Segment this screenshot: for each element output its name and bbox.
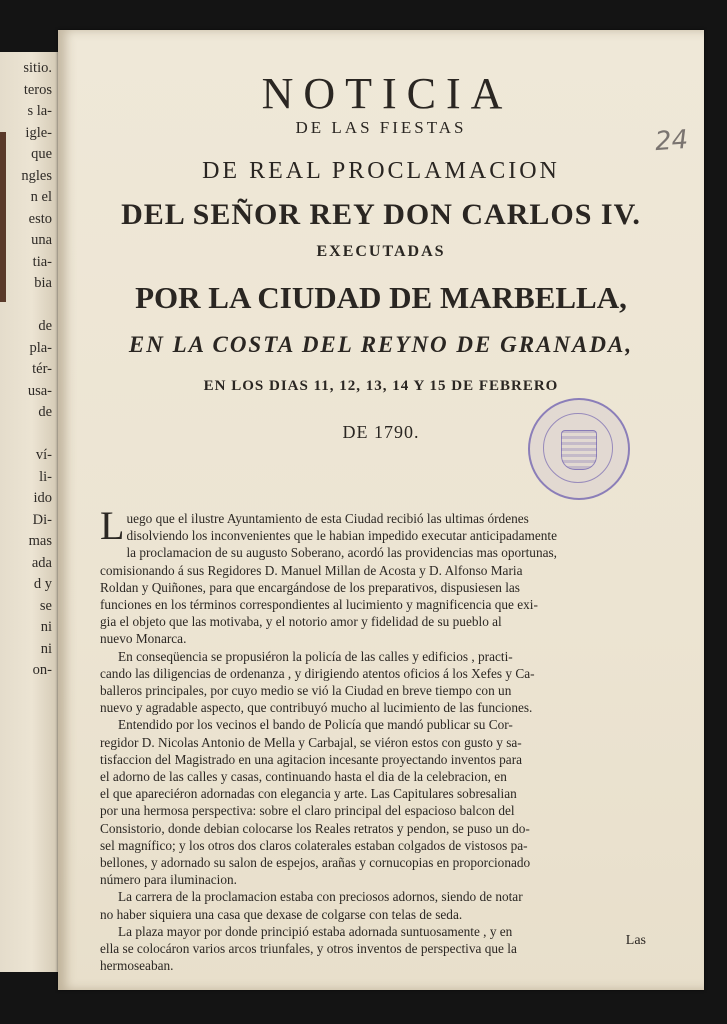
- left-page-line: Di-: [32, 511, 52, 528]
- text-line: nuevo Monarca.: [100, 631, 187, 647]
- text-line: disolviendo los inconvenientes que le habian impedido executar anticipadamente: [126, 528, 557, 544]
- title-marbella: POR LA CIUDAD DE MARBELLA,: [135, 280, 627, 315]
- text-line: el adorno de las calles y casas, continuando hasta el dia de la celebracion, en: [100, 769, 507, 785]
- text-line: Consistorio, donde debian colocarse los Reales retratos y pendon, se puso un do-: [100, 820, 530, 836]
- text-line: por una hermosa perspectiva: sobre el claro principal del espacioso balcon del: [100, 803, 515, 819]
- catchword: Las: [625, 933, 646, 948]
- left-page-line: n el: [30, 189, 52, 205]
- text-line: no haber siquiera una casa que dexase de colgarse con telas de seda.: [100, 906, 463, 922]
- title-real-proclamacion: DE REAL PROCLAMACION: [202, 158, 560, 184]
- left-page-line: bia: [34, 275, 52, 291]
- text-line: tisfaccion del Magistrado en una agitacion incesante proyectando inventos para: [100, 751, 523, 767]
- left-page-line: se: [39, 597, 52, 614]
- text-line: Roldan y Quiñones, para que encargándose de los preparativos, dispusiesen las: [100, 579, 520, 595]
- text-line: balleros principales, por cuyo medio se vió la Ciudad en breve tiempo con un: [100, 683, 512, 699]
- stamp-shield-icon: [561, 430, 597, 470]
- text-line: cando las diligencias de ordenanza , y dirigiendo atentos oficios á los Xefes y Ca-: [100, 665, 535, 681]
- text-line: regidor D. Nicolas Antonio de Mella y Carbajal, se viéron estos con gusto y sa-: [100, 734, 522, 750]
- left-page-line: tia-: [32, 253, 52, 270]
- left-page-line: d y: [33, 576, 52, 592]
- left-page-line: ni: [40, 619, 52, 635]
- paragraph-3: [100, 716, 648, 888]
- paragraph-1: [100, 503, 648, 648]
- text-line: uego que el ilustre Ayuntamiento de esta Ciudad recibió las ultimas órdenes: [126, 511, 529, 526]
- left-page-line: de: [38, 404, 52, 420]
- body-text: [100, 470, 648, 974]
- left-page-line: s la-: [27, 103, 52, 119]
- title-noticia: NOTICIA: [261, 69, 513, 118]
- title-year: DE 1790.: [342, 422, 420, 442]
- left-page-line: ada: [31, 554, 52, 571]
- left-page-line: li-: [39, 468, 52, 485]
- left-page-edge: [0, 52, 58, 972]
- left-page-line: ví-: [35, 447, 52, 463]
- left-page-line: usa-: [27, 382, 52, 399]
- paragraph-1-lines: [100, 510, 648, 648]
- text-line: En conseqüencia se propusiéron la policía de las calles y edificios , practi-: [118, 648, 513, 664]
- title-costa-granada: EN LA COSTA DEL REYNO DE GRANADA,: [128, 332, 634, 357]
- text-line: sel magnífico; y los otros dos claros colaterales estaban colgados de vistosos pa-: [100, 837, 528, 853]
- text-line: la proclamacion de su augusto Soberano, acordó las providencias mas oportunas,: [126, 545, 557, 561]
- document-page: [58, 30, 704, 990]
- text-line: hermoseaban.: [100, 958, 174, 974]
- text-line: el que apareciéron adornadas con elegancia y arte. Las Capitulares sobresalian: [100, 786, 517, 802]
- left-page-line: de: [38, 318, 52, 334]
- text-line: ella se colocáron varios arcos triunfales, y otros inventos de perspectiva que la: [100, 941, 517, 957]
- text-line: gia el objeto que las motivaba, y el notorio amor y fidelidad de su pueblo al: [100, 614, 502, 630]
- text-line: La carrera de la proclamacion estaba con preciosos adornos, siendo de notar: [118, 889, 523, 905]
- text-line: nuevo y agradable aspecto, que contribuyó mucho al lucimiento de las funciones.: [100, 700, 533, 716]
- left-page-line: igle-: [25, 124, 52, 141]
- text-line: número para iluminacion.: [100, 872, 237, 888]
- title-de-las-fiestas: DE LAS FIESTAS: [295, 118, 467, 137]
- left-page-line: tér-: [32, 361, 52, 377]
- text-line: La plaza mayor por donde principió estaba adornada suntuosamente , y en: [118, 923, 513, 939]
- title-dates: EN LOS DIAS 11, 12, 13, 14 Y 15 DE FEBRERO: [203, 378, 559, 394]
- title-executadas: EXECUTADAS: [316, 243, 446, 260]
- paragraph-2: [100, 648, 648, 717]
- left-page-line: una: [31, 232, 52, 248]
- left-page-line: ni: [40, 640, 52, 657]
- handwritten-sheet-number: 24: [653, 124, 690, 158]
- text-line: bellones, y adornado su salon de espejos, arañas y cornucopias en proporcionado: [100, 855, 531, 871]
- left-page-line: mas: [28, 533, 52, 549]
- drop-cap: L: [100, 503, 125, 548]
- left-page-line: on-: [32, 662, 52, 678]
- left-page-line: sitio.: [23, 60, 52, 76]
- text-line: funciones en los términos correspondientes al lucimiento y magnificencia que exi-: [100, 597, 538, 613]
- left-page-line: que: [31, 146, 52, 162]
- paragraph-5: [100, 923, 648, 975]
- left-page-line: ngles: [21, 167, 52, 184]
- left-page-line: esto: [28, 210, 52, 227]
- left-page-line: teros: [23, 81, 52, 98]
- left-page-tab: [0, 132, 6, 302]
- text-line: comisionando á sus Regidores D. Manuel Millan de Acosta y D. Alfonso Maria: [100, 562, 523, 578]
- left-page-line: pla-: [29, 339, 52, 356]
- text-line: Entendido por los vecinos el bando de Policía que mandó publicar su Cor-: [118, 717, 513, 733]
- title-carlos-iv: DEL SEÑOR REY DON CARLOS IV.: [121, 198, 641, 231]
- left-page-line: ido: [33, 490, 52, 506]
- paragraph-4: [100, 888, 648, 922]
